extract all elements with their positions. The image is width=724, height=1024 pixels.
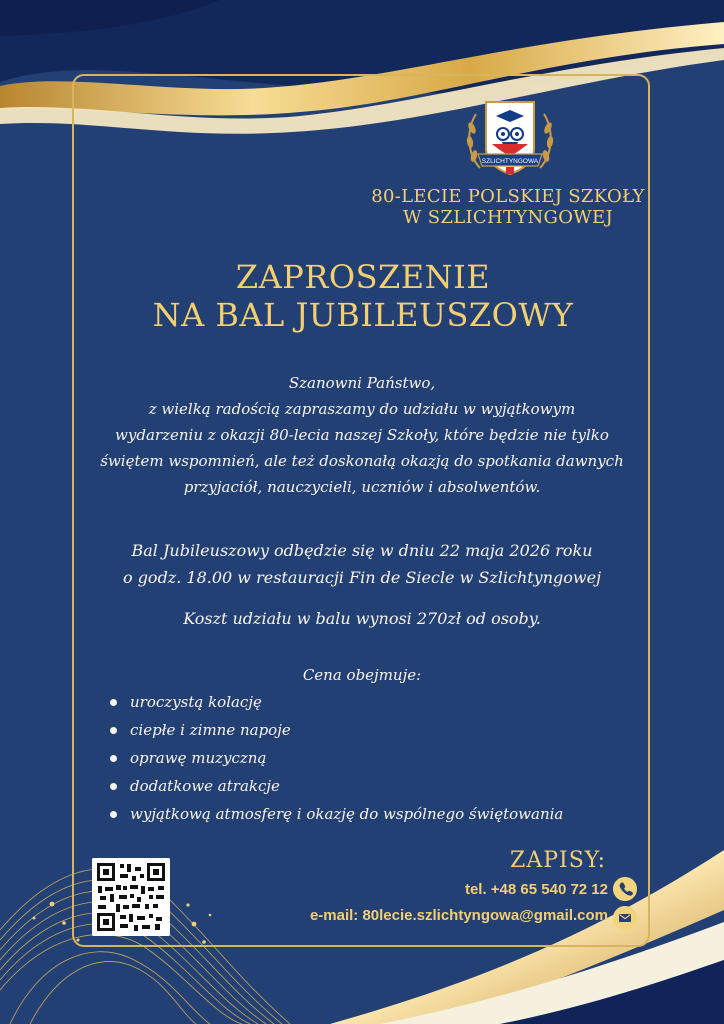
event-details (92, 537, 632, 591)
school-anniversary-heading (340, 186, 676, 228)
greeting-line: z wielką radością zapraszamy do udziału w wyjątkowym (148, 400, 576, 418)
included-item: ciepłe i zimne napoje (110, 716, 630, 744)
logo-banner-text: SZLICHTYNGOWA (481, 158, 539, 165)
included-item: dodatkowe atrakcje (110, 772, 630, 800)
included-item: wyjątkową atmosferę i okazję do wspólnego świętowania (110, 800, 630, 828)
included-item: uroczystą kolację (110, 688, 630, 716)
greeting-line: świętem wspomnień, ale też doskonałą okazją do spotkania dawnych (100, 452, 624, 470)
greeting-line: przyjaciół, nauczycieli, uczniów i absolwentów. (183, 478, 541, 496)
invitation-title-line-1: ZAPROSZENIE (235, 258, 491, 296)
envelope-icon[interactable] (613, 906, 637, 930)
included-item: oprawę muzyczną (110, 744, 630, 772)
included-heading: Cena obejmuje: (302, 666, 422, 684)
cost-info: Koszt udziału w balu wynosi 270zł od osoby. (183, 609, 541, 628)
owl-logo-icon (462, 98, 558, 180)
school-name-line-2: W SZLICHTYNGOWEJ (402, 207, 614, 228)
event-place-line: o godz. 18.00 w restauracji Fin de Siecle w Szlichtyngowej (122, 568, 602, 587)
greeting-paragraph (92, 370, 632, 500)
greeting-line: wydarzeniu z okazji 80-lecia naszej Szkoły, które będzie nie tylko (115, 426, 609, 444)
registration-title: ZAPISY: (510, 848, 606, 873)
included-list (110, 688, 630, 828)
school-name-line-1: 80-LECIE POLSKIEJ SZKOŁY (371, 186, 645, 207)
qr-code-icon[interactable] (92, 858, 170, 936)
phone-number[interactable]: tel. +48 65 540 72 12 (464, 881, 608, 898)
greeting-line: Szanowni Państwo, (288, 374, 436, 392)
invitation-title-line-2: NA BAL JUBILEUSZOWY (152, 296, 574, 334)
email-address[interactable]: e-mail: 80lecie.szlichtyngowa@gmail.com (309, 907, 608, 924)
phone-icon[interactable] (613, 877, 637, 901)
invitation-title (98, 258, 628, 334)
event-date-line: Bal Jubileuszowy odbędzie się w dniu 22 maja 2026 roku (131, 541, 593, 560)
